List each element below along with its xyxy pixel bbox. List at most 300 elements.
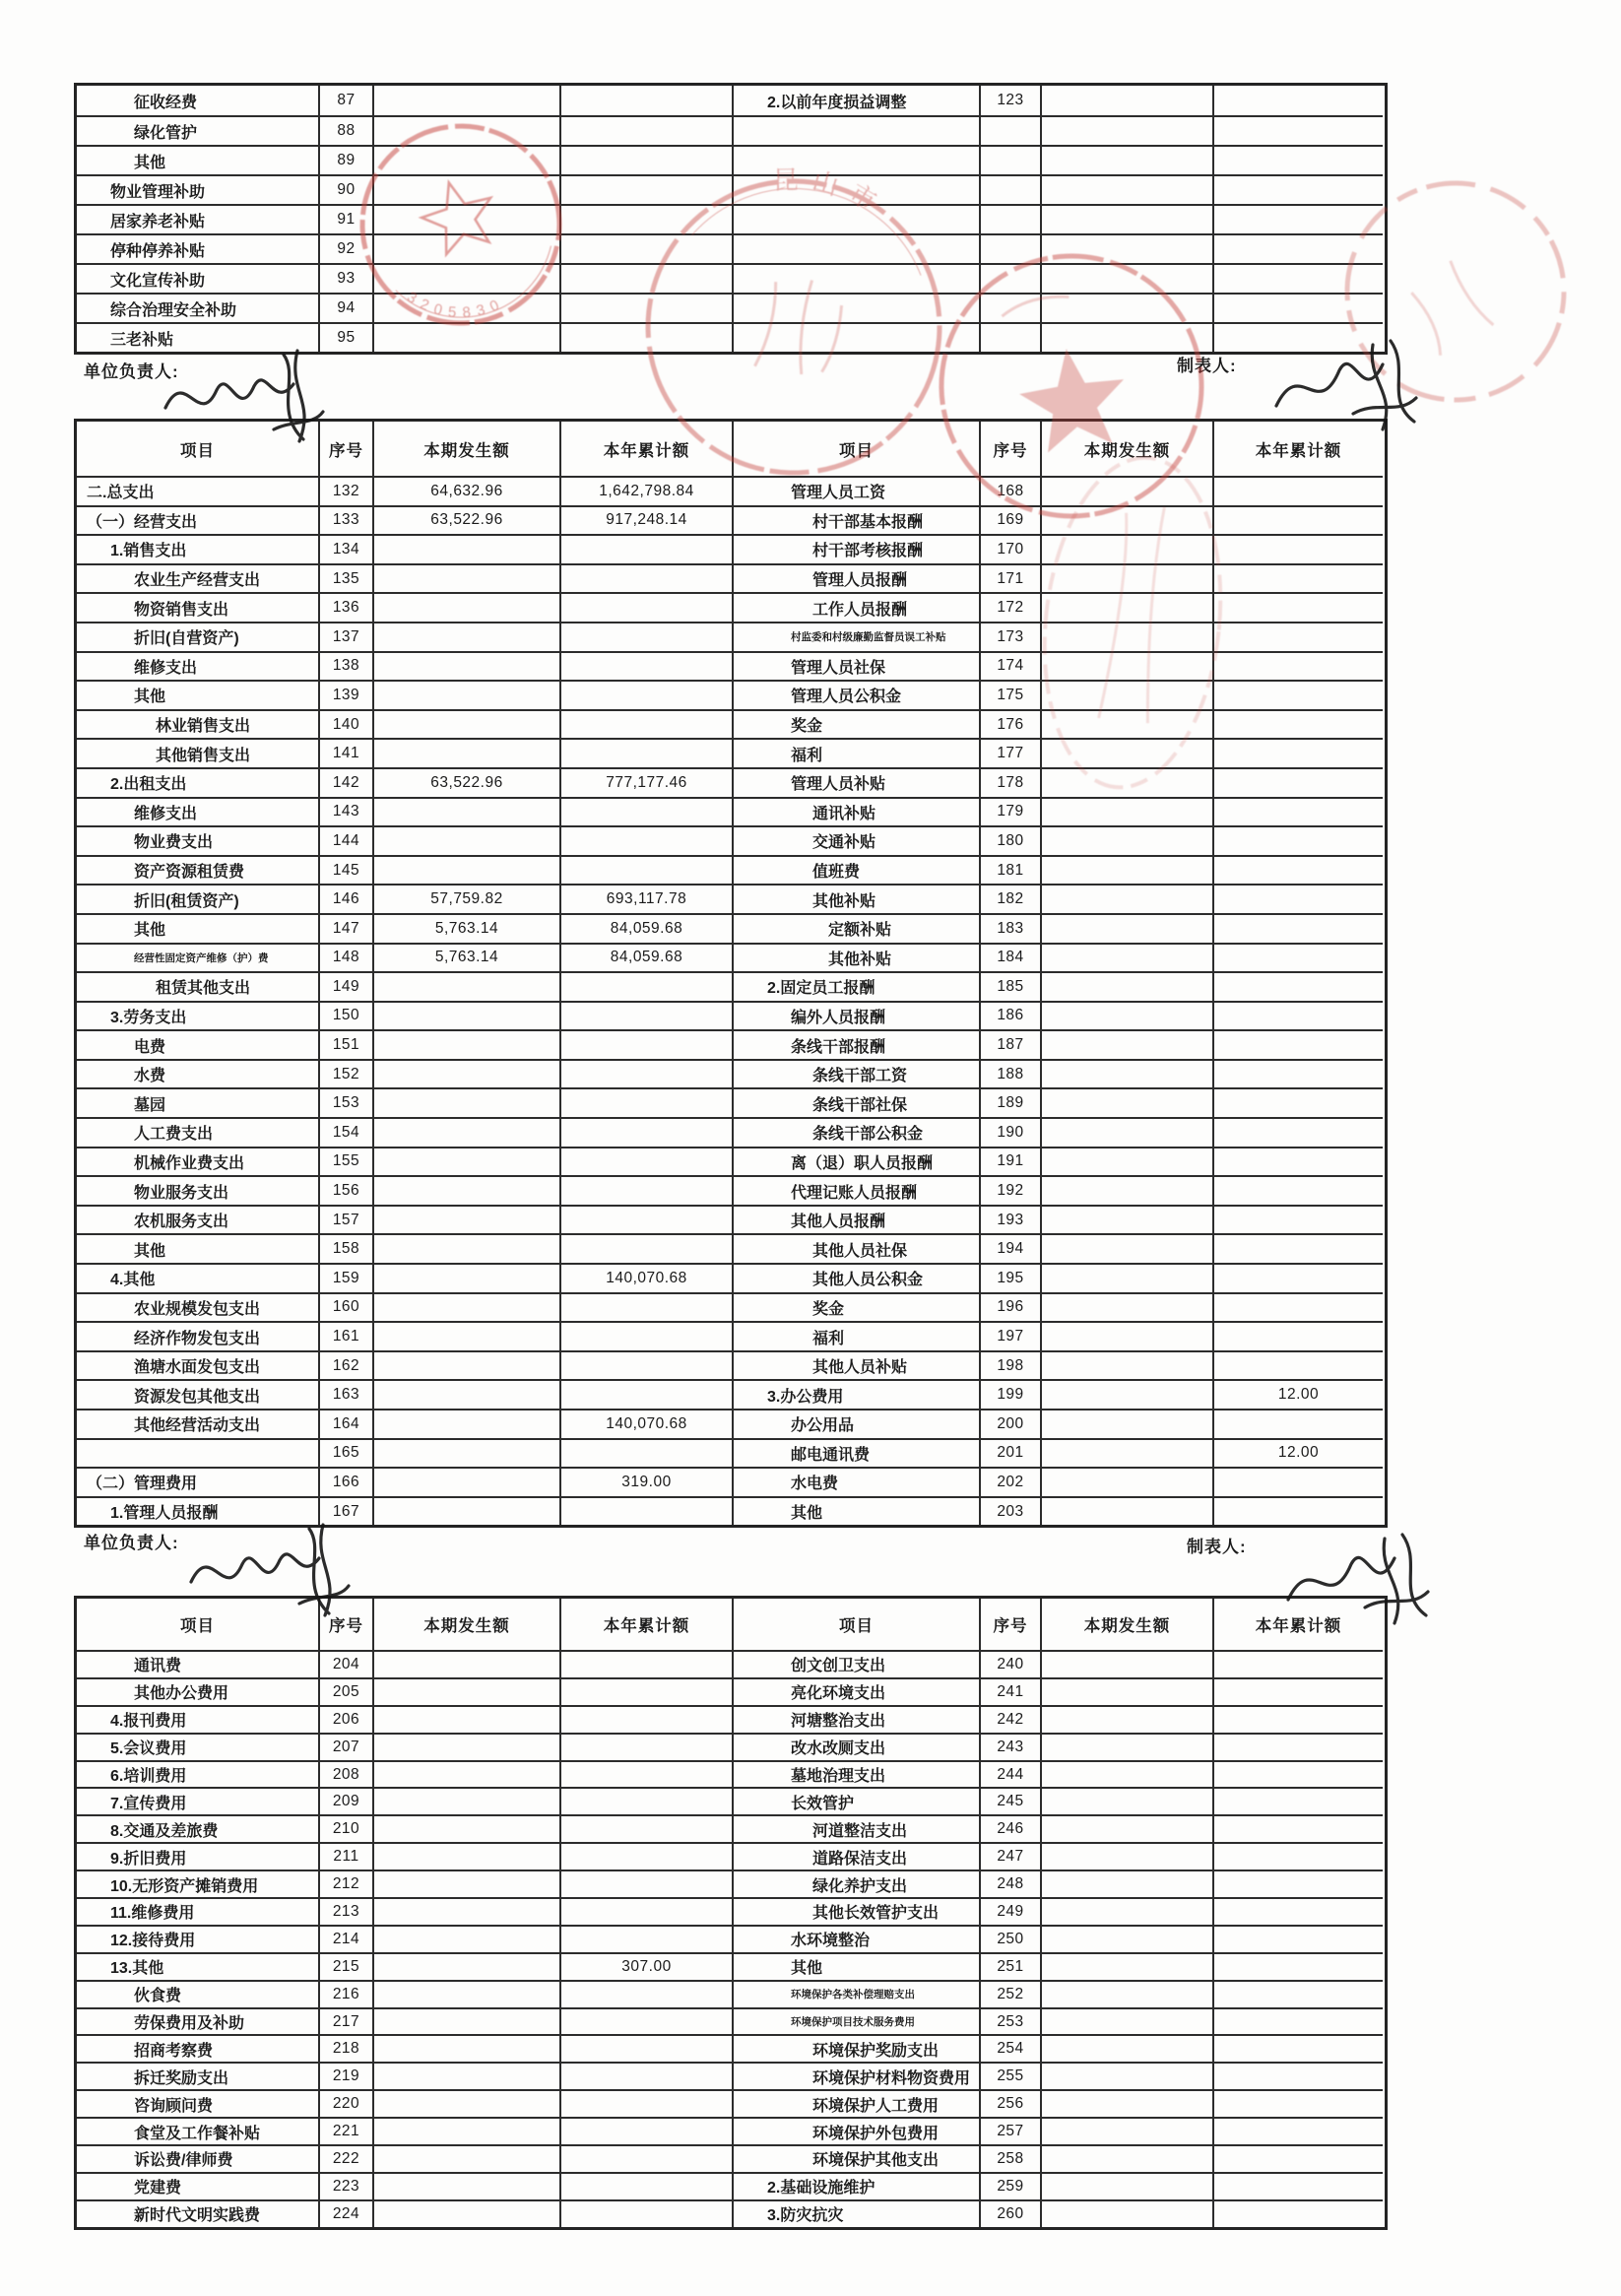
- item-cell: 管理人员社保: [734, 651, 981, 681]
- line-number-cell: 215: [320, 1952, 374, 1980]
- line-number-cell: 144: [320, 825, 374, 855]
- line-number-cell: 178: [981, 767, 1042, 797]
- table-row: [77, 174, 1385, 204]
- year-to-date-amount-cell: [1214, 2089, 1383, 2117]
- line-number-cell: 246: [981, 1814, 1042, 1842]
- current-period-amount-cell: [1042, 1059, 1214, 1088]
- item-cell: 工作人员报酬: [734, 592, 981, 622]
- table-row: [77, 1321, 1385, 1350]
- line-number-cell: 224: [320, 2199, 374, 2227]
- line-number-cell: 156: [320, 1175, 374, 1205]
- current-period-amount-cell: [374, 971, 561, 1001]
- year-to-date-amount-cell: [561, 2117, 734, 2144]
- line-number-cell: 200: [981, 1409, 1042, 1438]
- line-number-cell: 194: [981, 1233, 1042, 1263]
- item-cell: 8.交通及差旅费: [77, 1814, 320, 1842]
- line-number-cell: 172: [981, 592, 1042, 622]
- item-cell: 其他人员社保: [734, 1233, 981, 1263]
- current-period-amount-cell: [1042, 322, 1214, 352]
- year-to-date-amount-cell: [561, 2089, 734, 2117]
- current-period-amount-cell: [1042, 1842, 1214, 1870]
- line-number-cell: 214: [320, 1925, 374, 1952]
- line-number-cell: [981, 293, 1042, 322]
- item-cell: 4.报刊费用: [77, 1705, 320, 1733]
- table-row: [77, 2172, 1385, 2199]
- current-period-amount-cell: [374, 1059, 561, 1088]
- year-to-date-amount-cell: 12.00: [1214, 1379, 1383, 1409]
- current-period-amount-cell: [374, 2117, 561, 2144]
- table-row: [77, 913, 1385, 943]
- item-cell: 其他: [734, 1496, 981, 1526]
- item-cell: 管理人员报酬: [734, 563, 981, 593]
- line-number-cell: 256: [981, 2089, 1042, 2117]
- table-row: [77, 2117, 1385, 2144]
- item-cell: 伙食费: [77, 1980, 320, 2007]
- line-number-cell: 142: [320, 767, 374, 797]
- year-to-date-amount-cell: [1214, 2117, 1383, 2144]
- expense-table-middle: [74, 419, 1388, 1528]
- year-to-date-amount-cell: [561, 1842, 734, 1870]
- current-period-amount-cell: [1042, 1350, 1214, 1380]
- table-row: [77, 1952, 1385, 1980]
- year-to-date-amount-cell: [1214, 263, 1383, 293]
- line-number-cell: 208: [320, 1760, 374, 1788]
- current-period-amount-cell: [1042, 1438, 1214, 1468]
- table-row: [77, 2144, 1385, 2172]
- item-cell: 电费: [77, 1029, 320, 1059]
- item-cell: 维修支出: [77, 651, 320, 681]
- item-cell: [734, 174, 981, 204]
- year-to-date-amount-cell: 693,117.78: [561, 884, 734, 913]
- current-period-amount-cell: [1042, 86, 1214, 115]
- year-to-date-amount-cell: 777,177.46: [561, 767, 734, 797]
- line-number-cell: 205: [320, 1677, 374, 1705]
- year-to-date-amount-cell: [561, 2062, 734, 2089]
- year-to-date-amount-cell: [561, 145, 734, 174]
- seal-city-text: 昆山市: [772, 164, 892, 223]
- item-cell: 环境保护各类补偿理赔支出: [734, 1980, 981, 2007]
- item-cell: 通讯补贴: [734, 797, 981, 826]
- current-period-amount-cell: [1042, 2144, 1214, 2172]
- table-row: [77, 1379, 1385, 1409]
- year-to-date-amount-cell: [1214, 651, 1383, 681]
- current-period-amount-cell: [1042, 505, 1214, 535]
- line-number-cell: 134: [320, 534, 374, 563]
- item-cell: 绿化养护支出: [734, 1870, 981, 1897]
- line-number-cell: 217: [320, 2007, 374, 2035]
- line-number-cell: 145: [320, 855, 374, 885]
- table-row: [77, 1233, 1385, 1263]
- current-period-amount-cell: [374, 1205, 561, 1234]
- item-cell: 环境保护奖励支出: [734, 2034, 981, 2062]
- year-to-date-amount-cell: [1214, 1650, 1383, 1677]
- table-row: [77, 738, 1385, 767]
- current-period-amount-cell: [1042, 1321, 1214, 1350]
- table-row: [77, 651, 1385, 681]
- year-to-date-amount-cell: [1214, 1870, 1383, 1897]
- table-row: [77, 1925, 1385, 1952]
- preparer-label: 制表人:: [1187, 1538, 1247, 1556]
- current-period-amount-cell: [1042, 1496, 1214, 1526]
- current-period-amount-cell: [374, 1147, 561, 1176]
- year-to-date-amount-cell: [1214, 1760, 1383, 1788]
- table-row: [77, 1897, 1385, 1925]
- table-row: [77, 622, 1385, 651]
- line-number-cell: 177: [981, 738, 1042, 767]
- current-period-amount-cell: 5,763.14: [374, 943, 561, 972]
- item-cell: 环境保护其他支出: [734, 2144, 981, 2172]
- item-cell: 1.销售支出: [77, 534, 320, 563]
- year-to-date-amount-cell: [1214, 1292, 1383, 1322]
- line-number-cell: 180: [981, 825, 1042, 855]
- year-to-date-amount-cell: [561, 651, 734, 681]
- year-to-date-amount-cell: [1214, 738, 1383, 767]
- item-cell: 长效管护: [734, 1787, 981, 1814]
- current-period-amount-cell: [374, 293, 561, 322]
- current-period-amount-cell: 57,759.82: [374, 884, 561, 913]
- year-to-date-amount-cell: [561, 1175, 734, 1205]
- current-period-amount-cell: [1042, 2007, 1214, 2035]
- line-number-cell: 242: [981, 1705, 1042, 1733]
- current-period-amount-cell: [374, 1925, 561, 1952]
- current-period-amount-cell: [1042, 1787, 1214, 1814]
- year-to-date-amount-cell: [561, 680, 734, 709]
- table-row: [77, 1001, 1385, 1030]
- responsible-person-label: 单位负责人:: [84, 1534, 179, 1552]
- year-to-date-amount-cell: [1214, 825, 1383, 855]
- year-to-date-amount-cell: [1214, 86, 1383, 115]
- line-number-cell: 183: [981, 913, 1042, 943]
- table-row: [77, 1677, 1385, 1705]
- table-row: [77, 1292, 1385, 1322]
- item-cell: 二.总支出: [77, 476, 320, 505]
- year-to-date-amount-cell: [1214, 1087, 1383, 1117]
- item-cell: 河塘整治支出: [734, 1705, 981, 1733]
- item-cell: 其他人员公积金: [734, 1263, 981, 1292]
- line-number-cell: 190: [981, 1117, 1042, 1147]
- line-number-cell: 153: [320, 1087, 374, 1117]
- current-period-amount-cell: [374, 563, 561, 593]
- year-to-date-amount-cell: [1214, 1897, 1383, 1925]
- line-number-cell: 159: [320, 1263, 374, 1292]
- item-cell: 2.固定员工报酬: [734, 971, 981, 1001]
- line-number-cell: 166: [320, 1467, 374, 1496]
- year-to-date-amount-cell: [1214, 1952, 1383, 1980]
- year-to-date-amount-cell: [1214, 2034, 1383, 2062]
- current-period-amount-cell: [374, 204, 561, 233]
- table-row: [77, 115, 1385, 145]
- current-period-amount-cell: [374, 651, 561, 681]
- line-number-cell: 203: [981, 1496, 1042, 1526]
- item-cell: 其他: [77, 1233, 320, 1263]
- table-row: [77, 1029, 1385, 1059]
- line-number-cell: 213: [320, 1897, 374, 1925]
- line-number-cell: 92: [320, 233, 374, 263]
- column-header: 序号: [320, 422, 374, 476]
- year-to-date-amount-cell: [561, 1117, 734, 1147]
- line-number-cell: 94: [320, 293, 374, 322]
- line-number-cell: 132: [320, 476, 374, 505]
- line-number-cell: 140: [320, 709, 374, 739]
- year-to-date-amount-cell: [561, 1292, 734, 1322]
- item-cell: 农机服务支出: [77, 1205, 320, 1234]
- item-cell: 绿化管护: [77, 115, 320, 145]
- column-header: 本期发生额: [1042, 1599, 1214, 1650]
- year-to-date-amount-cell: [561, 322, 734, 352]
- current-period-amount-cell: [374, 1292, 561, 1322]
- item-cell: 其他经营活动支出: [77, 1409, 320, 1438]
- year-to-date-amount-cell: [561, 563, 734, 593]
- item-cell: 6.培训费用: [77, 1760, 320, 1788]
- line-number-cell: 176: [981, 709, 1042, 739]
- current-period-amount-cell: [374, 1438, 561, 1468]
- current-period-amount-cell: [1042, 174, 1214, 204]
- item-cell: 居家养老补贴: [77, 204, 320, 233]
- table-row: [77, 884, 1385, 913]
- line-number-cell: 150: [320, 1001, 374, 1030]
- table-row: [77, 476, 1385, 505]
- current-period-amount-cell: [374, 709, 561, 739]
- year-to-date-amount-cell: [1214, 322, 1383, 352]
- current-period-amount-cell: [374, 1870, 561, 1897]
- item-cell: 咨询顾问费: [77, 2089, 320, 2117]
- line-number-cell: 187: [981, 1029, 1042, 1059]
- line-number-cell: 207: [320, 1733, 374, 1760]
- year-to-date-amount-cell: [1214, 2007, 1383, 2035]
- current-period-amount-cell: [374, 1001, 561, 1030]
- year-to-date-amount-cell: [1214, 2062, 1383, 2089]
- line-number-cell: 173: [981, 622, 1042, 651]
- table-row: [77, 563, 1385, 593]
- table-row: [77, 1496, 1385, 1526]
- line-number-cell: 188: [981, 1059, 1042, 1088]
- current-period-amount-cell: [1042, 1001, 1214, 1030]
- table-row: [77, 1175, 1385, 1205]
- year-to-date-amount-cell: [561, 2199, 734, 2227]
- current-period-amount-cell: [1042, 293, 1214, 322]
- line-number-cell: 189: [981, 1087, 1042, 1117]
- line-number-cell: 252: [981, 1980, 1042, 2007]
- current-period-amount-cell: [1042, 1147, 1214, 1176]
- current-period-amount-cell: [1042, 738, 1214, 767]
- line-number-cell: 240: [981, 1650, 1042, 1677]
- column-header: 序号: [981, 1599, 1042, 1650]
- item-cell: 环境保护材料物资费用: [734, 2062, 981, 2089]
- item-cell: 物资销售支出: [77, 592, 320, 622]
- column-header: 项目: [734, 422, 981, 476]
- line-number-cell: 88: [320, 115, 374, 145]
- current-period-amount-cell: [374, 1650, 561, 1677]
- line-number-cell: 185: [981, 971, 1042, 1001]
- line-number-cell: 221: [320, 2117, 374, 2144]
- item-cell: 其他: [77, 145, 320, 174]
- line-number-cell: 243: [981, 1733, 1042, 1760]
- column-header: 项目: [77, 422, 320, 476]
- line-number-cell: 167: [320, 1496, 374, 1526]
- year-to-date-amount-cell: [561, 797, 734, 826]
- item-cell: 水电费: [734, 1467, 981, 1496]
- year-to-date-amount-cell: [1214, 1467, 1383, 1496]
- item-cell: 管理人员公积金: [734, 680, 981, 709]
- item-cell: 亮化环境支出: [734, 1677, 981, 1705]
- year-to-date-amount-cell: [561, 1350, 734, 1380]
- line-number-cell: 151: [320, 1029, 374, 1059]
- current-period-amount-cell: [374, 855, 561, 885]
- year-to-date-amount-cell: [561, 86, 734, 115]
- item-cell: [734, 204, 981, 233]
- line-number-cell: 206: [320, 1705, 374, 1733]
- current-period-amount-cell: [374, 1842, 561, 1870]
- current-period-amount-cell: [374, 1175, 561, 1205]
- current-period-amount-cell: [374, 1760, 561, 1788]
- item-cell: 其他长效管护支出: [734, 1897, 981, 1925]
- line-number-cell: 90: [320, 174, 374, 204]
- item-cell: 其他: [77, 680, 320, 709]
- current-period-amount-cell: 5,763.14: [374, 913, 561, 943]
- year-to-date-amount-cell: [561, 263, 734, 293]
- year-to-date-amount-cell: 307.00: [561, 1952, 734, 1980]
- line-number-cell: 181: [981, 855, 1042, 885]
- item-cell: （二）管理费用: [77, 1467, 320, 1496]
- item-cell: 维修支出: [77, 797, 320, 826]
- line-number-cell: 95: [320, 322, 374, 352]
- current-period-amount-cell: [374, 1117, 561, 1147]
- item-cell: 经济作物发包支出: [77, 1321, 320, 1350]
- current-period-amount-cell: [1042, 1650, 1214, 1677]
- line-number-cell: 209: [320, 1787, 374, 1814]
- table-row: [77, 293, 1385, 322]
- year-to-date-amount-cell: [1214, 505, 1383, 535]
- line-number-cell: 201: [981, 1438, 1042, 1468]
- line-number-cell: 197: [981, 1321, 1042, 1350]
- item-cell: 10.无形资产摊销费用: [77, 1870, 320, 1897]
- table-row: [77, 204, 1385, 233]
- current-period-amount-cell: [1042, 204, 1214, 233]
- current-period-amount-cell: [1042, 797, 1214, 826]
- item-cell: 福利: [734, 738, 981, 767]
- year-to-date-amount-cell: [1214, 680, 1383, 709]
- current-period-amount-cell: [374, 534, 561, 563]
- item-cell: 改水改厕支出: [734, 1733, 981, 1760]
- current-period-amount-cell: [374, 1379, 561, 1409]
- year-to-date-amount-cell: [1214, 2144, 1383, 2172]
- year-to-date-amount-cell: [1214, 115, 1383, 145]
- line-number-cell: 196: [981, 1292, 1042, 1322]
- line-number-cell: 260: [981, 2199, 1042, 2227]
- line-number-cell: [981, 263, 1042, 293]
- current-period-amount-cell: [1042, 2034, 1214, 2062]
- current-period-amount-cell: [374, 2089, 561, 2117]
- year-to-date-amount-cell: [561, 1029, 734, 1059]
- current-period-amount-cell: [1042, 767, 1214, 797]
- current-period-amount-cell: [1042, 2199, 1214, 2227]
- item-cell: 其他补贴: [734, 943, 981, 972]
- item-cell: 编外人员报酬: [734, 1001, 981, 1030]
- year-to-date-amount-cell: [561, 1925, 734, 1952]
- current-period-amount-cell: [1042, 1233, 1214, 1263]
- year-to-date-amount-cell: [1214, 767, 1383, 797]
- line-number-cell: 222: [320, 2144, 374, 2172]
- item-cell: 文化宣传补助: [77, 263, 320, 293]
- item-cell: 经营性固定资产维修（护）费: [77, 943, 320, 972]
- year-to-date-amount-cell: 917,248.14: [561, 505, 734, 535]
- item-cell: 环境保护项目技术服务费用: [734, 2007, 981, 2035]
- line-number-cell: 195: [981, 1263, 1042, 1292]
- current-period-amount-cell: 64,632.96: [374, 476, 561, 505]
- current-period-amount-cell: [374, 797, 561, 826]
- current-period-amount-cell: [1042, 1409, 1214, 1438]
- year-to-date-amount-cell: [1214, 709, 1383, 739]
- table-row: [77, 505, 1385, 535]
- current-period-amount-cell: [1042, 1205, 1214, 1234]
- table-row: [77, 1059, 1385, 1088]
- item-cell: 环境保护人工费用: [734, 2089, 981, 2117]
- year-to-date-amount-cell: [561, 825, 734, 855]
- table-row: [77, 767, 1385, 797]
- table-row: [77, 1650, 1385, 1677]
- year-to-date-amount-cell: [561, 1733, 734, 1760]
- line-number-cell: 170: [981, 534, 1042, 563]
- current-period-amount-cell: [1042, 943, 1214, 972]
- item-cell: 机械作业费支出: [77, 1147, 320, 1176]
- year-to-date-amount-cell: [1214, 2199, 1383, 2227]
- item-cell: 停种停养补贴: [77, 233, 320, 263]
- table-row: [77, 797, 1385, 826]
- line-number-cell: 212: [320, 1870, 374, 1897]
- line-number-cell: 123: [981, 86, 1042, 115]
- table-row: [77, 855, 1385, 885]
- item-cell: 奖金: [734, 709, 981, 739]
- current-period-amount-cell: [374, 1321, 561, 1350]
- line-number-cell: 211: [320, 1842, 374, 1870]
- year-to-date-amount-cell: [1214, 1175, 1383, 1205]
- item-cell: 其他补贴: [734, 884, 981, 913]
- current-period-amount-cell: [374, 145, 561, 174]
- column-header: 本年累计额: [561, 422, 734, 476]
- year-to-date-amount-cell: [561, 1233, 734, 1263]
- year-to-date-amount-cell: [1214, 1787, 1383, 1814]
- current-period-amount-cell: [1042, 913, 1214, 943]
- line-number-cell: 161: [320, 1321, 374, 1350]
- current-period-amount-cell: [374, 1814, 561, 1842]
- current-period-amount-cell: [1042, 1733, 1214, 1760]
- line-number-cell: 182: [981, 884, 1042, 913]
- year-to-date-amount-cell: [561, 738, 734, 767]
- line-number-cell: 184: [981, 943, 1042, 972]
- year-to-date-amount-cell: [1214, 233, 1383, 263]
- current-period-amount-cell: [374, 1087, 561, 1117]
- table-row: [77, 825, 1385, 855]
- item-cell: 水费: [77, 1059, 320, 1088]
- item-cell: （一）经营支出: [77, 505, 320, 535]
- current-period-amount-cell: [374, 592, 561, 622]
- item-cell: 墓园: [77, 1087, 320, 1117]
- current-period-amount-cell: [374, 174, 561, 204]
- year-to-date-amount-cell: [1214, 1733, 1383, 1760]
- item-cell: 农业规模发包支出: [77, 1292, 320, 1322]
- year-to-date-amount-cell: [1214, 1029, 1383, 1059]
- year-to-date-amount-cell: [1214, 476, 1383, 505]
- item-cell: 其他: [734, 1952, 981, 1980]
- year-to-date-amount-cell: [561, 1870, 734, 1897]
- current-period-amount-cell: [1042, 233, 1214, 263]
- item-cell: 2.以前年度损益调整: [734, 86, 981, 115]
- line-number-cell: 158: [320, 1233, 374, 1263]
- column-header: 本期发生额: [374, 1599, 561, 1650]
- item-cell: 13.其他: [77, 1952, 320, 1980]
- year-to-date-amount-cell: [1214, 1814, 1383, 1842]
- year-to-date-amount-cell: [1214, 797, 1383, 826]
